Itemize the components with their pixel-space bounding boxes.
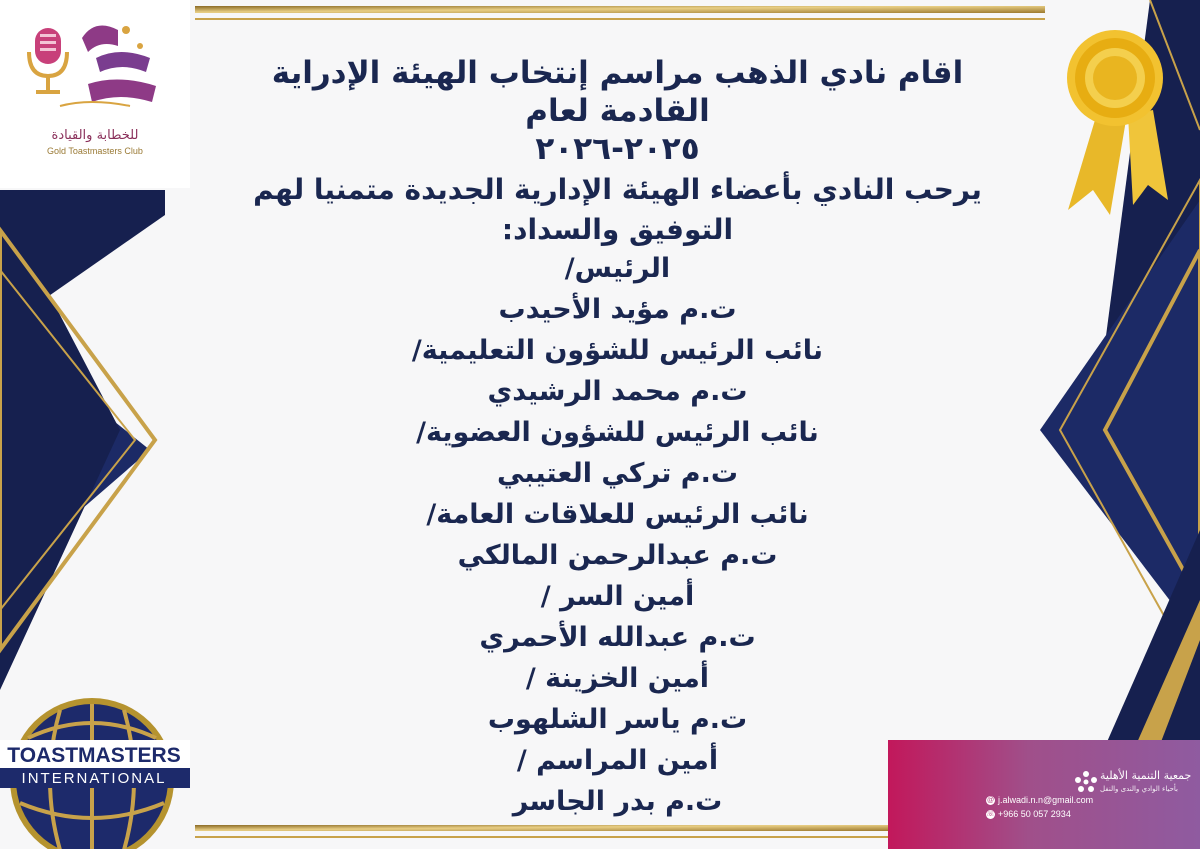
international-wordmark: INTERNATIONAL [21, 770, 167, 787]
toastmasters-wordmark: TOASTMASTERS [7, 744, 181, 767]
announcement [215, 54, 1020, 822]
email-icon: @ [986, 797, 995, 805]
toastmasters-logo [0, 668, 190, 849]
sponsor-email-row [986, 795, 1093, 805]
sponsor-phone-row [986, 809, 1071, 819]
name-vp-education: ت.م محمد الرشيدي [487, 376, 748, 407]
name-secretary: ت.م عبدالله الأحمري [479, 622, 756, 653]
welcome-line-1: يرحب النادي بأعضاء الهيئة الإدارية الجديدة متمنيا لهم [253, 173, 982, 206]
name-vp-public-relations: ت.م عبدالرحمن المالكي [457, 540, 778, 571]
name-vp-membership: ت.م تركي العتيبي [497, 458, 738, 489]
sponsor-phone: +966 50 057 2934 [998, 809, 1071, 819]
role-sergeant-at-arms: أمين المراسم / [516, 745, 719, 776]
sponsor-name: جمعية التنمية الأهلية [1100, 769, 1192, 782]
club-tagline-en: Gold Toastmasters Club [47, 146, 143, 156]
role-treasurer: أمين الخزينة / [525, 663, 710, 694]
phone-icon: ☏ [986, 811, 995, 819]
sponsor-card [888, 740, 1200, 849]
award-ribbon-icon [1048, 20, 1183, 220]
sponsor-email: j.alwadi.n.n@gmail.com [998, 795, 1094, 805]
association-emblem-icon [1074, 770, 1098, 794]
role-vp-education: نائب الرئيس للشؤون التعليمية/ [411, 335, 824, 366]
role-president: الرئيس/ [564, 253, 671, 284]
sponsor-tagline: بأحياء الوادي والندى والنفل [1100, 785, 1178, 793]
gold-club-logo [0, 0, 190, 188]
role-vp-membership: نائب الرئيس للشؤون العضوية/ [416, 417, 819, 448]
club-tagline-ar: للخطابة والقيادة [51, 128, 139, 143]
name-president: ت.م مؤيد الأحيدب [498, 294, 737, 325]
announcement-title: اقام نادي الذهب مراسم إنتخاب الهيئة الإدراية القادمة لعام [271, 55, 964, 129]
name-treasurer: ت.م ياسر الشلهوب [487, 704, 748, 735]
welcome-line-2: التوفيق والسداد: [501, 213, 734, 246]
microphone-icon [0, 0, 190, 125]
role-secretary: أمين السر / [540, 581, 695, 612]
role-vp-public-relations: نائب الرئيس للعلاقات العامة/ [426, 499, 809, 530]
name-sergeant-at-arms: ت.م بدر الجاسر [512, 786, 723, 817]
election-year: ٢٠٢٥-٢٠٢٦ [535, 131, 700, 167]
